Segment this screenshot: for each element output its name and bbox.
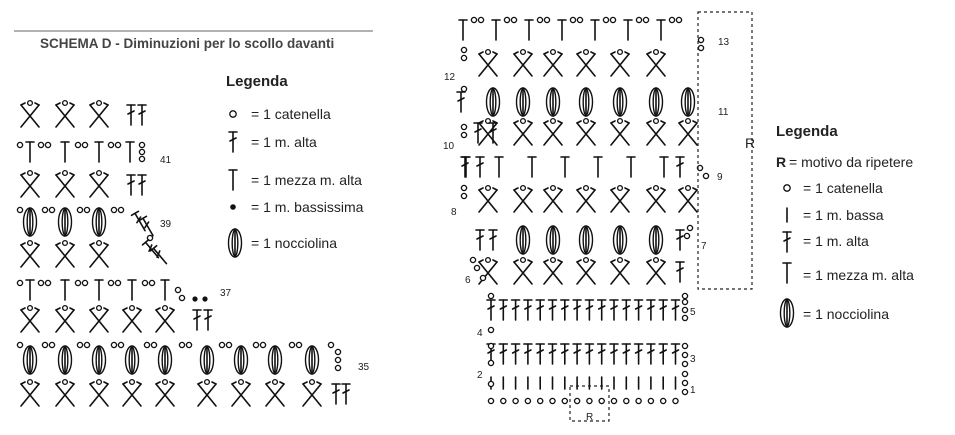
double-crochet (647, 300, 655, 320)
peanut-stitch (487, 88, 500, 116)
legend-title: Legenda (776, 123, 838, 140)
chain-stitch (511, 17, 516, 22)
chain-stitch (698, 45, 703, 50)
chain-stitch (525, 398, 530, 403)
chain-stitch (643, 17, 648, 22)
row-number-4: 4 (477, 328, 483, 339)
chain-stitch (575, 398, 580, 403)
chain-stitch (488, 381, 493, 386)
cluster-stitch (514, 119, 532, 145)
chain-stitch (461, 86, 466, 91)
chain-stitch (501, 398, 506, 403)
peanut-stitch (517, 226, 530, 254)
row-number-6: 6 (465, 275, 471, 286)
chain-icon (230, 111, 236, 117)
cluster-stitch (514, 186, 532, 212)
row-number-8: 8 (451, 207, 457, 218)
cluster-stitch (577, 258, 595, 284)
chain-stitch (470, 257, 475, 262)
repeat-marker-right: R (745, 135, 756, 151)
half-double-crochet (558, 20, 566, 40)
row-number-12: 12 (444, 72, 456, 83)
cluster-stitch (577, 50, 595, 76)
chain-stitch (461, 193, 466, 198)
double-crochet (524, 344, 532, 364)
peanut-stitch (650, 226, 663, 254)
double-crochet (461, 157, 469, 177)
half-double-crochet (657, 20, 665, 40)
chain-stitch (480, 275, 485, 280)
chain-stitch (611, 398, 616, 403)
chain-stitch (562, 398, 567, 403)
peanut-stitch (580, 88, 593, 116)
double-crochet-icon (783, 232, 791, 252)
legend-item-chain: = 1 catenella (251, 106, 331, 122)
chain-stitch (669, 17, 674, 22)
double-crochet (672, 344, 680, 364)
cluster-stitch (544, 186, 562, 212)
chain-stitch (488, 327, 493, 332)
double-crochet (573, 300, 581, 320)
cluster-stitch (611, 50, 629, 76)
double-crochet (573, 344, 581, 364)
chain-icon (784, 185, 790, 191)
half-double-crochet (459, 20, 467, 40)
cluster-stitch (611, 186, 629, 212)
chain-stitch (488, 343, 493, 348)
double-crochet (561, 300, 569, 320)
chain-stitch (682, 380, 687, 385)
double-crochet (489, 230, 497, 250)
cluster-stitch (647, 50, 665, 76)
double-crochet (635, 300, 643, 320)
chain-stitch (513, 398, 518, 403)
chain-stitch (474, 265, 479, 270)
chain-stitch (504, 17, 509, 22)
peanut-stitch (580, 226, 593, 254)
half-double-crochet (627, 157, 635, 177)
double-crochet (549, 344, 557, 364)
cluster-stitch (514, 50, 532, 76)
chain-stitch (471, 17, 476, 22)
row-number-39: 39 (160, 219, 172, 230)
row-number-9: 9 (717, 172, 723, 183)
cluster-stitch (647, 119, 665, 145)
main-chart (457, 17, 709, 403)
double-crochet (476, 157, 484, 177)
schema-d-title: SCHEMA D - Diminuzioni per lo scollo davanti (40, 36, 335, 51)
double-crochet (659, 300, 667, 320)
chain-stitch (703, 173, 708, 178)
peanut-stitch-icon (781, 299, 794, 327)
chain-stitch (461, 47, 466, 52)
chain-stitch (461, 124, 466, 129)
half-double-crochet (462, 157, 470, 177)
double-crochet (549, 300, 557, 320)
slip-stitch-icon (230, 204, 236, 210)
chain-stitch (648, 398, 653, 403)
chain-stitch (684, 233, 689, 238)
half-double-crochet (660, 157, 668, 177)
legend-item-double-crochet: = 1 m. alta (803, 233, 869, 249)
cluster-stitch (577, 186, 595, 212)
double-crochet (622, 300, 630, 320)
double-crochet (672, 300, 680, 320)
cluster-stitch (611, 119, 629, 145)
cluster-stitch (514, 258, 532, 284)
chain-stitch (682, 361, 687, 366)
double-crochet (610, 344, 618, 364)
row-number-5: 5 (690, 307, 696, 318)
chain-stitch (682, 307, 687, 312)
double-crochet (499, 344, 507, 364)
double-crochet (585, 344, 593, 364)
chain-stitch (682, 299, 687, 304)
chain-stitch (682, 315, 687, 320)
chain-stitch (538, 398, 543, 403)
peanut-stitch (650, 88, 663, 116)
legend-item-half-double-crochet: = 1 mezza m. alta (803, 267, 914, 283)
chain-stitch (488, 360, 493, 365)
cluster-stitch (544, 258, 562, 284)
half-double-crochet-icon (229, 170, 237, 190)
cluster-stitch (647, 258, 665, 284)
chain-stitch (488, 293, 493, 298)
cluster-stitch (679, 119, 697, 145)
half-double-crochet (495, 157, 503, 177)
double-crochet (676, 262, 684, 282)
cluster-stitch (611, 258, 629, 284)
chain-stitch (570, 17, 575, 22)
chain-stitch (687, 225, 692, 230)
legend-title: Legenda (226, 73, 288, 90)
legend-item-single-crochet: = 1 m. bassa (803, 207, 884, 223)
legend-item-peanut: = 1 nocciolina (803, 306, 890, 322)
peanut-stitch (682, 88, 695, 116)
legend-item-double-crochet: = 1 m. alta (251, 134, 317, 150)
chain-stitch (636, 17, 641, 22)
chain-stitch (478, 17, 483, 22)
row-number-3: 3 (690, 354, 696, 365)
peanut-stitch (614, 88, 627, 116)
repeat-marker-bottom: R (586, 412, 594, 423)
chain-stitch (682, 389, 687, 394)
half-double-crochet (591, 20, 599, 40)
legend-repeat-text: = motivo da ripetere (789, 154, 914, 170)
main-legend (776, 123, 914, 327)
row-number-41: 41 (160, 155, 172, 166)
double-crochet (622, 344, 630, 364)
half-double-crochet (561, 157, 569, 177)
peanut-stitch-icon (229, 229, 242, 257)
chain-stitch (682, 352, 687, 357)
chain-stitch (682, 343, 687, 348)
double-crochet (487, 300, 495, 320)
chain-stitch (682, 293, 687, 298)
cluster-stitch (577, 119, 595, 145)
cluster-stitch (544, 50, 562, 76)
chain-stitch (461, 55, 466, 60)
double-crochet (499, 300, 507, 320)
chain-stitch (587, 398, 592, 403)
legend-item-slip-stitch: = 1 m. bassissima (251, 199, 364, 215)
chain-stitch (550, 398, 555, 403)
half-double-crochet (525, 20, 533, 40)
chain-stitch (577, 17, 582, 22)
legend-item-chain: = 1 catenella (803, 180, 883, 196)
double-crochet (647, 344, 655, 364)
half-double-crochet-icon (783, 263, 791, 283)
chain-stitch (461, 132, 466, 137)
double-crochet (489, 123, 497, 143)
chain-stitch (698, 37, 703, 42)
double-crochet (598, 344, 606, 364)
chain-stitch (682, 371, 687, 376)
cluster-stitch (479, 186, 497, 212)
double-crochet (524, 300, 532, 320)
legend-repeat-key: R (776, 154, 787, 170)
legend-item-peanut: = 1 nocciolina (251, 235, 338, 251)
chain-stitch (599, 398, 604, 403)
row-number-11: 11 (718, 107, 729, 118)
chain-stitch (488, 398, 493, 403)
half-double-crochet (528, 157, 536, 177)
half-double-crochet (492, 20, 500, 40)
row-number-37: 37 (220, 288, 232, 299)
chain-stitch (610, 17, 615, 22)
row-number-13: 13 (718, 37, 730, 48)
double-crochet (635, 344, 643, 364)
double-crochet (476, 230, 484, 250)
peanut-stitch (547, 226, 560, 254)
double-crochet (457, 92, 465, 112)
double-crochet (676, 230, 684, 250)
cluster-stitch (679, 186, 697, 212)
double-crochet (512, 300, 520, 320)
chain-stitch (673, 398, 678, 403)
chain-stitch (537, 17, 542, 22)
chain-stitch (661, 398, 666, 403)
half-double-crochet (594, 157, 602, 177)
double-crochet (585, 300, 593, 320)
double-crochet (610, 300, 618, 320)
row-number-1: 1 (690, 385, 696, 396)
double-crochet (536, 300, 544, 320)
peanut-stitch (614, 226, 627, 254)
peanut-stitch (547, 88, 560, 116)
double-crochet-icon (229, 132, 237, 152)
chain-stitch (603, 17, 608, 22)
chain-stitch (624, 398, 629, 403)
double-crochet (676, 157, 684, 177)
peanut-stitch (517, 88, 530, 116)
double-crochet (536, 344, 544, 364)
double-crochet (598, 300, 606, 320)
chain-stitch (676, 17, 681, 22)
cluster-stitch (544, 119, 562, 145)
row-number-35: 35 (358, 362, 370, 373)
double-crochet (659, 344, 667, 364)
chain-stitch (636, 398, 641, 403)
schema-d-legend (226, 73, 364, 257)
chain-stitch (544, 17, 549, 22)
cluster-stitch (647, 186, 665, 212)
chain-stitch (461, 185, 466, 190)
row-number-10: 10 (443, 141, 455, 152)
cluster-stitch (479, 50, 497, 76)
row-number-2: 2 (477, 370, 483, 381)
half-double-crochet (624, 20, 632, 40)
double-crochet (512, 344, 520, 364)
legend-item-half-double-crochet: = 1 mezza m. alta (251, 172, 362, 188)
row-number-7: 7 (701, 241, 707, 252)
double-crochet (561, 344, 569, 364)
